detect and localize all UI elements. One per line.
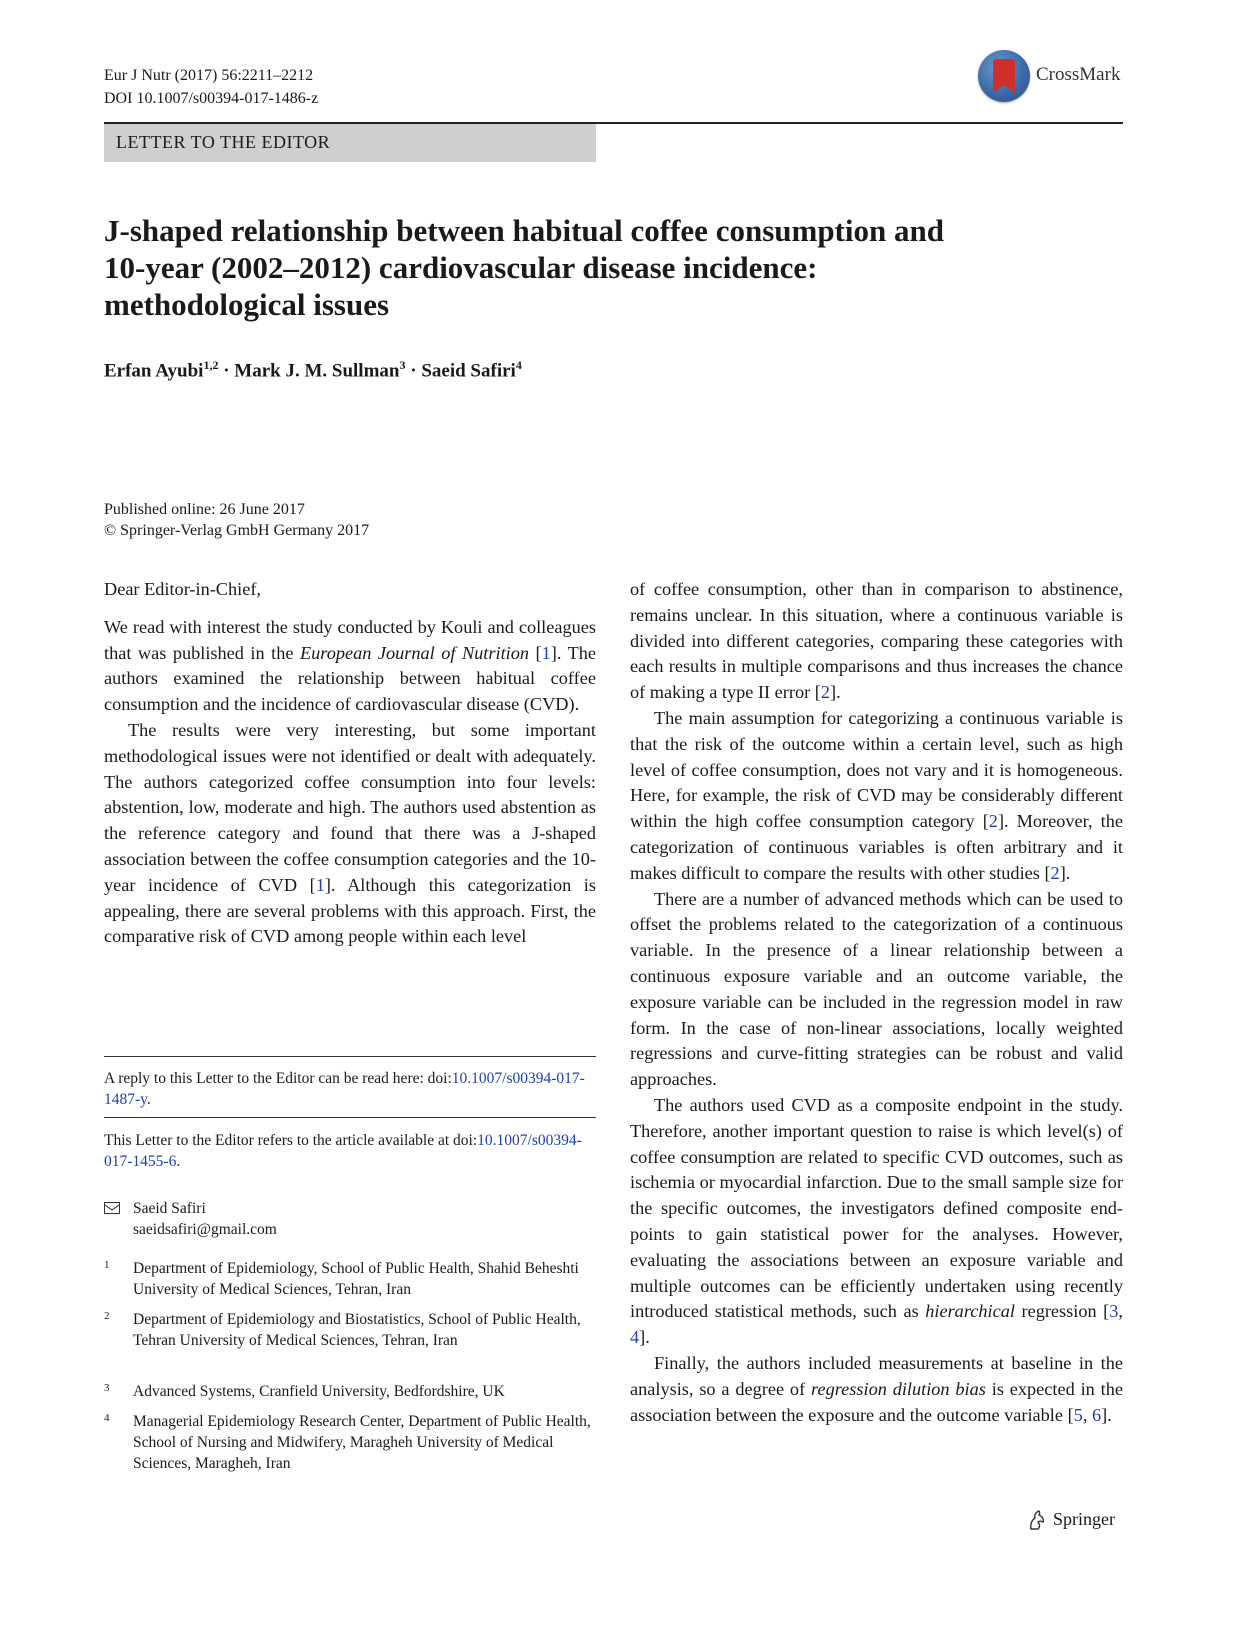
author-list bbox=[104, 358, 522, 382]
affiliation-number: 3 bbox=[104, 1382, 110, 1394]
section-band bbox=[104, 124, 596, 162]
citation-link[interactable]: 2 bbox=[988, 811, 998, 832]
citation-link[interactable]: 1 bbox=[541, 642, 551, 663]
affiliation bbox=[104, 1309, 596, 1351]
body-paragraph: The results were very interesting, but some important methodological issues were not identified or dealt with adequately. The authors categorized coffee consumption into four levels: abstention, low, moderate and high. The authors used abstention as the reference category and found that there was a J-shaped association between the coffee consumption categories and the 10-year incidence of CVD [1]. Although this categorization is appealing, there are several problems with this approach. First, the comparative risk of CVD among people within each level bbox=[104, 719, 596, 947]
body-paragraph: Finally, the authors included measurements at baseline in the analysis, so a degree of regression dilution bias is expected in the association between the exposure and the outcome variable [5, 6]. bbox=[630, 1352, 1123, 1425]
affiliation-number: 1 bbox=[104, 1259, 110, 1271]
affiliation bbox=[104, 1411, 596, 1474]
affiliation-text: Managerial Epidemiology Research Center, Department of Public Health, School of Nursing and Midwifery, Maragheh University of Medical Sciences, Maragheh, Iran bbox=[133, 1413, 591, 1472]
author-name: Erfan Ayubi bbox=[104, 360, 204, 382]
journal-citation bbox=[104, 64, 318, 110]
affiliation-text: Advanced Systems, Cranfield University, Bedfordshire, UK bbox=[133, 1383, 505, 1400]
journal-name: European Journal of Nutrition bbox=[299, 642, 530, 663]
reply-footnote: A reply to this Letter to the Editor can be read here: doi:10.1007/s00394-017-1487-y. bbox=[104, 1070, 585, 1108]
body-paragraph: The main assumption for categorizing a continuous variable is that the risk of the outcome within a certain level, such as high level of coffee consumption, does not vary and it is homogeneous. Here, for example, the risk of CVD may be considerably different within the high coffee consumption category [2]. Moreover, the categorization of continuous variables is often arbitrary and it makes difficult to compare the results with other studies [2]. bbox=[630, 707, 1123, 883]
corresponding-author bbox=[104, 1198, 596, 1240]
citation-link[interactable]: 2 bbox=[1050, 862, 1060, 883]
contact-email[interactable]: saeidsafiri@gmail.com bbox=[133, 1221, 277, 1238]
citation-link[interactable]: 2 bbox=[820, 682, 830, 703]
crossmark-label: CrossMark bbox=[1036, 64, 1121, 85]
author-name: Mark J. M. Sullman bbox=[234, 360, 400, 382]
affiliation-number: 4 bbox=[104, 1412, 110, 1424]
body-column-right bbox=[630, 577, 1123, 1428]
doi-link[interactable]: 10.1007/s00394-017-1487-y bbox=[104, 1070, 585, 1108]
crossmark-badge[interactable] bbox=[978, 50, 1123, 105]
body-paragraph: of coffee consumption, other than in comparison to abstinence, remains unclear. In this situation, where a continuous variable is divided into different categories, comparing these categories with each results in multiple comparisons and thus increases the chance of making a type II error [2]. bbox=[630, 579, 1123, 703]
journal-citation-line: Eur J Nutr (2017) 56:2211–2212 bbox=[104, 67, 314, 84]
publication-info bbox=[104, 499, 369, 541]
citation-link[interactable]: 5 bbox=[1073, 1404, 1083, 1425]
affiliation bbox=[104, 1381, 596, 1402]
author-affiliation-marker: 4 bbox=[515, 358, 522, 372]
body-paragraph: We read with interest the study conducted by Kouli and colleagues that was published in the European Journal of Nutrition [1]. The authors examined the relationship between habitual coffee consumption and the incidence of cardiovascular disease (CVD). bbox=[104, 616, 596, 715]
affiliation-text: Department of Epidemiology, School of Public Health, Shahid Beheshti University of Medical Sciences, Tehran, Iran bbox=[133, 1260, 579, 1298]
published-online: Published online: 26 June 2017 bbox=[104, 501, 305, 518]
author-name: Saeid Safiri bbox=[421, 360, 516, 382]
body-column-left bbox=[104, 577, 596, 950]
publisher-name: Springer bbox=[1053, 1509, 1115, 1529]
refers-footnote: This Letter to the Editor refers to the article available at doi:10.1007/s00394-017-1455-6. bbox=[104, 1132, 582, 1170]
footnote-rule bbox=[104, 1117, 596, 1118]
salutation: Dear Editor-in-Chief, bbox=[104, 579, 261, 599]
body-paragraph: There are a number of advanced methods which can be used to offset the problems related to the categorization of a continuous variable. In the presence of a linear relationship between a continuous exposure variable and an outcome variable, the exposure variable can be included in the regression model in raw form. In the case of non-linear associations, locally weighted regressions and curve-fitting strategies can be robust and valid approaches. bbox=[630, 888, 1123, 1090]
doi-line: DOI 10.1007/s00394-017-1486-z bbox=[104, 90, 319, 107]
author-separator: · bbox=[218, 360, 235, 382]
crossmark-icon bbox=[978, 50, 1030, 102]
springer-horse-icon bbox=[1027, 1509, 1047, 1531]
affiliation-number: 2 bbox=[104, 1310, 110, 1322]
citation-link[interactable]: 4 bbox=[630, 1327, 640, 1348]
author-separator: · bbox=[405, 360, 422, 382]
envelope-icon bbox=[104, 1202, 120, 1214]
article-title: J-shaped relationship between habitual coffee consumption and 10-year (2002–2012) cardiovascular disease incidence: methodological issues bbox=[104, 213, 944, 322]
doi-link[interactable]: 10.1007/s00394-017-1455-6 bbox=[104, 1132, 582, 1170]
affiliation-text: Department of Epidemiology and Biostatistics, School of Public Health, Tehran University of Medical Sciences, Tehran, Iran bbox=[133, 1311, 581, 1349]
copyright: © Springer-Verlag GmbH Germany 2017 bbox=[104, 522, 370, 539]
footnote-rule bbox=[104, 1056, 596, 1057]
citation-link[interactable]: 3 bbox=[1109, 1301, 1119, 1322]
affiliation bbox=[104, 1258, 596, 1300]
citation-link[interactable]: 6 bbox=[1091, 1404, 1102, 1425]
contact-name: Saeid Safiri bbox=[133, 1200, 206, 1217]
citation-link[interactable]: 1 bbox=[315, 874, 325, 895]
section-label: LETTER TO THE EDITOR bbox=[116, 132, 331, 152]
author-affiliation-marker: 3 bbox=[399, 358, 406, 372]
body-paragraph: The authors used CVD as a composite endpoint in the study. Therefore, another important question to raise is which level(s) of coffee consumption are related to specific CVD outcomes, such as ischemia or myocardial infarction. Due to the small sample size for the specific outcomes, the investigators defined composite end-points to gain statistical power for the analyses. However, evaluating the associations between an exposure variable and multiple outcomes can be efficiently undertaken using recently introduced statistical methods, such as hierarchical regression [3, 4]. bbox=[630, 1094, 1123, 1348]
author-affiliation-marker: 1,2 bbox=[203, 358, 219, 372]
